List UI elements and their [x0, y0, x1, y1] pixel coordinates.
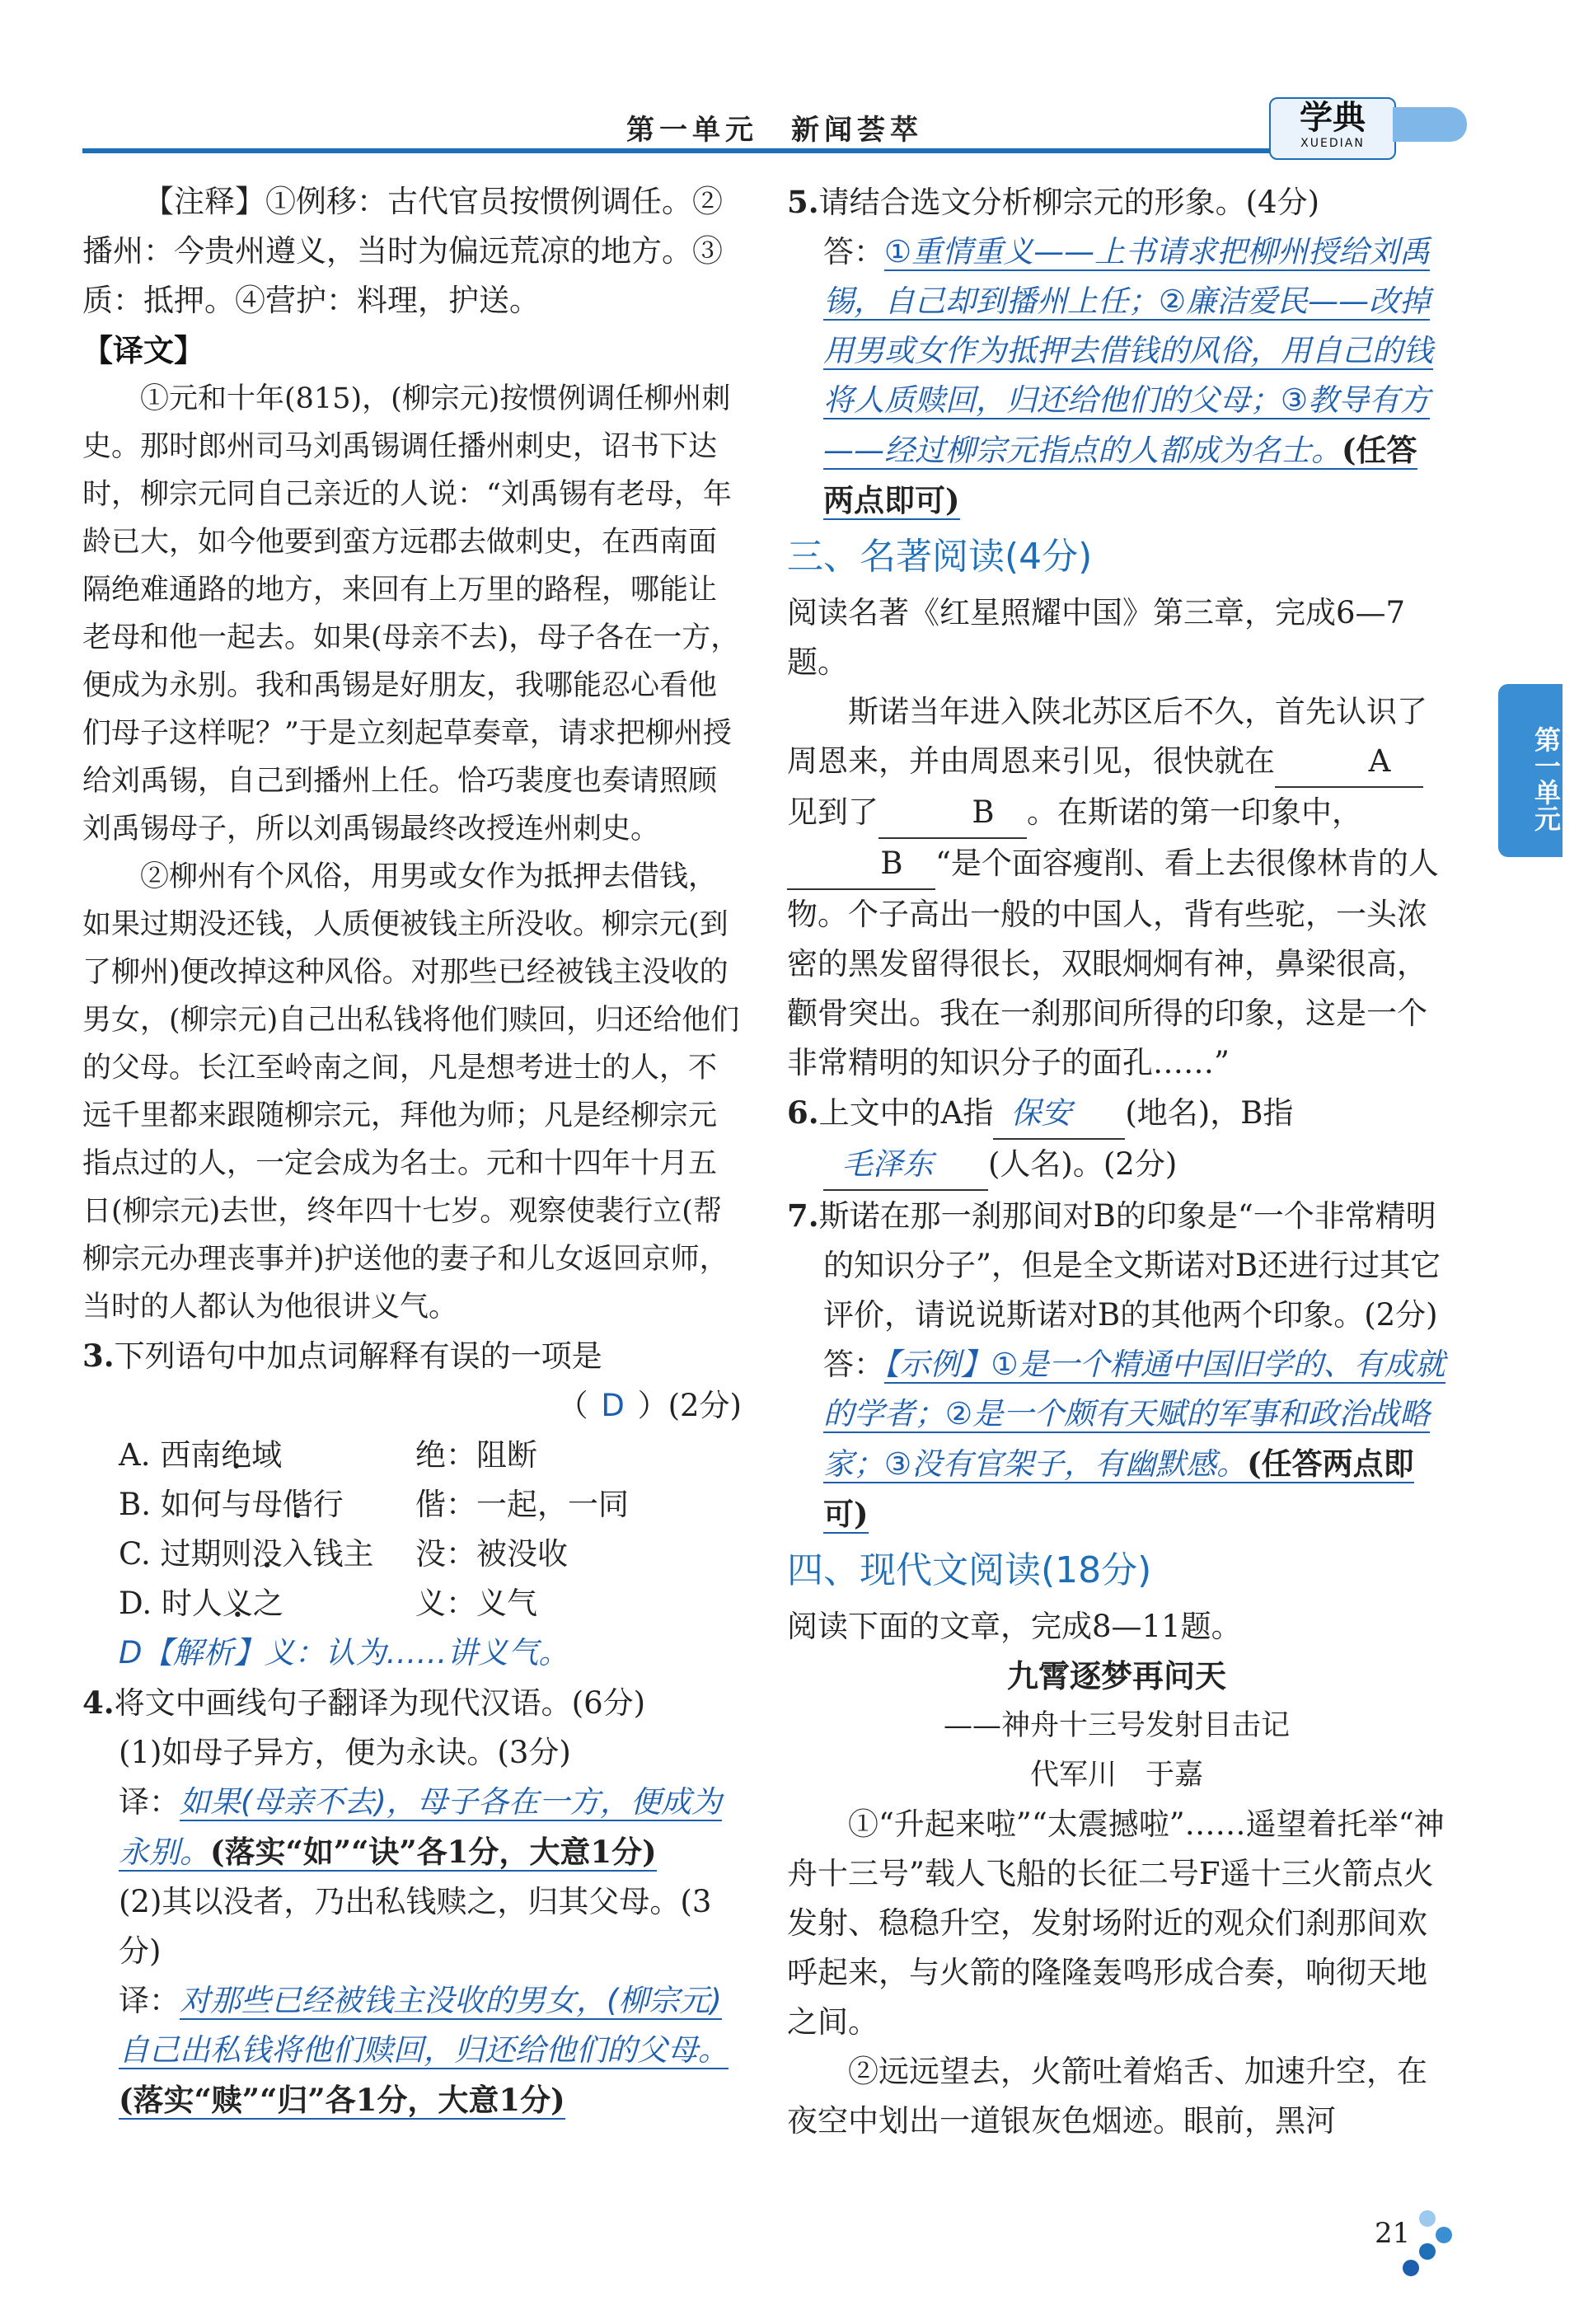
answer-note: (任答两点即可) [823, 432, 1417, 518]
section-3-title: 三、名著阅读(4分) [787, 536, 1093, 578]
question-text: 斯诺在那一刹那间对B的印象是“一个非常精明的知识分子”，但是全文斯诺对B还进行过其它评价，请说说斯诺对B的其他两个印象。(2分) [818, 1198, 1441, 1333]
question-text: 下列语句中加点词解释有误的一项是 [114, 1338, 602, 1374]
answer-blank-person: 毛泽东 [823, 1140, 988, 1191]
option-c: C. 过期则没入钱主 没：被没收 [119, 1530, 742, 1579]
article-authors: 代军川 于嘉 [1029, 1759, 1203, 1792]
blank-b: B [878, 788, 1027, 839]
section-3-passage: 斯诺当年进入陕北苏区后不久，首先认识了周恩来，并由周恩来引见，很快就在 A见到了 B 。在斯诺的第一印象中，B “是个面容瘦削、看上去很像林肯的人物。个子高出一般的中国人，背有些驼，一头浓密的黑发留得很长，双眼炯炯有神，鼻梁很高，颧骨突出。我在一刹那间所得的印象，这是一个非常精明的知识分子的面孔……” [787, 694, 1439, 1080]
question-3-answer-line: （ D ）(2分) [82, 1381, 742, 1431]
question-3-options [82, 1431, 742, 1628]
article-paragraph-2: ②远远望去，火箭吐着焰舌、加速升空，在夜空中划出一道银灰色烟迹。眼前，黑河 [787, 2054, 1427, 2139]
translation-paragraph-2: ②柳州有个风俗，用男或女作为抵押去借钱，如果过期没还钱，人质便被钱主所没收。柳宗元(到了柳州)便改掉这种风俗。对那些已经被钱主没收的男女，(柳宗元)自己出私钱将他们赎回，归还给他们的父母。长江至岭南之间，凡是想考进士的人，不远千里都来跟随柳宗元，拜他为师；凡是经柳宗元指点过的人，一定会成为名士。元和十四年十月五日(柳宗元)去世，终年四十七岁。观察使裴行立(帮柳宗元办理丧事并)护送他的妻子和儿女返回京师，当时的人都认为他很讲义气。 [82, 860, 740, 1324]
section-3-intro: 阅读名著《红星照耀中国》第三章，完成6—7题。 [787, 595, 1406, 680]
question-5 [787, 177, 1446, 227]
question-number: 3. [82, 1338, 115, 1374]
answer-blank-place: 保安 [993, 1089, 1125, 1140]
option-b: B. 如何与母偕行 偕：一起，一同 [119, 1480, 742, 1530]
article-subtitle: ——神舟十三号发射目击记 [943, 1709, 1290, 1742]
answer-text: 对那些已经被钱主没收的男女，(柳宗元)自己出私钱将他们赎回，归还给他们的父母。 [119, 1983, 729, 2068]
question-number: 6. [787, 1094, 819, 1131]
question-score: (2分) [668, 1388, 742, 1423]
question-6: 6.上文中的A指 保安 (地名)，B指毛泽东 (人名)。(2分) [787, 1088, 1446, 1191]
answer-text: ①重情重义——上书请求把柳州授给刘禹锡，自己却到播州上任；②廉洁爱民——改掉用男或女作为抵押去借钱的风俗，用自己的钱将人质赎回，归还给他们的父母；③教导有方——经过柳宗元指点的人都成为名士。 [823, 234, 1433, 468]
unit-side-tab: 第一单元 [1498, 684, 1563, 857]
answer-label: 译： [119, 1784, 180, 1820]
question-text: 请结合选文分析柳宗元的形象。(4分) [818, 185, 1320, 220]
left-column [82, 177, 742, 2125]
section-4-title: 四、现代文阅读(18分) [787, 1549, 1152, 1591]
header-rule [82, 148, 1286, 153]
question-7-answer [787, 1340, 1446, 1539]
translation-paragraph-1: ①元和十年(815)，(柳宗元)按惯例调任柳州刺史。那时郎州司马刘禹锡调任播州刺史，诏书下达时，柳宗元同自己亲近的人说：“刘禹锡有老母，年龄已大，如今他要到蛮方远郡去做刺史，在西南面隔绝难通路的地方，来回有上万里的路程，哪能让老母和他一起去。如果(母亲不去)，母子各在一方，便成为永别。我和禹锡是好朋友，我哪能忍心看他们母子这样呢？”于是立刻起草奏章，请求把柳州授给刘禹锡，自己到播州上任。恰巧裴度也奏请照顾刘禹锡母子，所以刘禹锡最终改授连州刺史。 [82, 382, 740, 846]
question-7 [787, 1191, 1446, 1340]
unit-title: 第一单元 新闻荟萃 [626, 114, 923, 147]
question-number: 7. [787, 1197, 819, 1234]
question-4 [82, 1678, 742, 1728]
option-a: A. 西南绝域 绝：阻断 [119, 1431, 742, 1480]
header-swoosh-decoration [1393, 107, 1467, 142]
question-number: 4. [82, 1684, 115, 1721]
option-explanation: 绝：阻断 [415, 1437, 537, 1473]
notes: 【注释】①例移：古代官员按惯例调任。②播州：今贵州遵义，当时为偏远荒凉的地方。③质：抵押。④营护：料理，护送。 [82, 184, 723, 318]
question-4-body [82, 1728, 742, 2125]
question-number: 5. [787, 184, 819, 220]
scoring-note: (落实“赎”“归”各1分，大意1分) [119, 2082, 565, 2118]
option-explanation: 偕：一起，一同 [415, 1487, 629, 1522]
blank-b-2: B [787, 839, 935, 890]
sub-answer-1 [119, 1778, 742, 1877]
blank-a: A [1275, 737, 1423, 788]
option-d: D. 时人义之 义：义气 [119, 1579, 742, 1628]
sub-question-2: (2)其以没者，乃出私钱赎之，归其父母。(3分) [119, 1884, 712, 1969]
answer-text: 【示例】①是一个精通中国旧学的、有成就的学者；②是一个颇有天赋的军事和政治战略家；③没有官架子，有幽默感。 [823, 1347, 1445, 1482]
logo-main-text: 学典 [1300, 99, 1366, 137]
answer-label: 答： [823, 1347, 884, 1382]
option-explanation: 没：被没收 [415, 1536, 568, 1572]
question-3-analysis: D【解析】义：认为……讲义气。 [119, 1635, 569, 1670]
section-4-intro: 阅读下面的文章，完成8—11题。 [787, 1609, 1242, 1644]
scoring-note: (落实“如”“诀”各1分，大意1分) [210, 1834, 657, 1870]
brand-logo [1269, 97, 1396, 160]
hexagon-dot-icon [1419, 2210, 1436, 2227]
question-3 [82, 1331, 742, 1381]
question-text: 将文中画线句子翻译为现代汉语。(6分) [114, 1685, 646, 1721]
sub-answer-2 [119, 1976, 742, 2125]
right-column [787, 177, 1446, 2146]
answer-choice: D [601, 1388, 625, 1423]
answer-label: 答： [823, 234, 884, 269]
question-5-answer [787, 227, 1446, 526]
hexagon-dot-icon [1403, 2260, 1419, 2276]
answer-text: 如果(母亲不去)，母子各在一方，便成为永别。 [119, 1784, 722, 1870]
option-explanation: 义：义气 [415, 1586, 537, 1621]
translation-heading: 【译文】 [82, 332, 204, 368]
article-title: 九霄逐梦再问天 [1006, 1658, 1226, 1694]
hexagon-dot-icon [1419, 2243, 1436, 2260]
sub-question-1: (1)如母子异方，便为永诀。(3分) [119, 1735, 571, 1770]
article-paragraph-1: ①“升起来啦”“太震撼啦”……遥望着托举“神舟十三号”载人飞船的长征二号F遥十三火箭点火发射、稳稳升空，发射场附近的观众们刹那间欢呼起来，与火箭的隆隆轰鸣形成合奏，响彻天地之间。 [787, 1806, 1445, 2040]
logo-sub-text: XUEDIAN [1300, 137, 1365, 150]
answer-note: (任答两点即可) [823, 1445, 1414, 1532]
hexagon-dot-icon [1436, 2227, 1452, 2243]
page-header [0, 0, 1593, 165]
answer-label: 译： [119, 1983, 180, 2018]
page-number: 21 [1375, 2217, 1411, 2250]
